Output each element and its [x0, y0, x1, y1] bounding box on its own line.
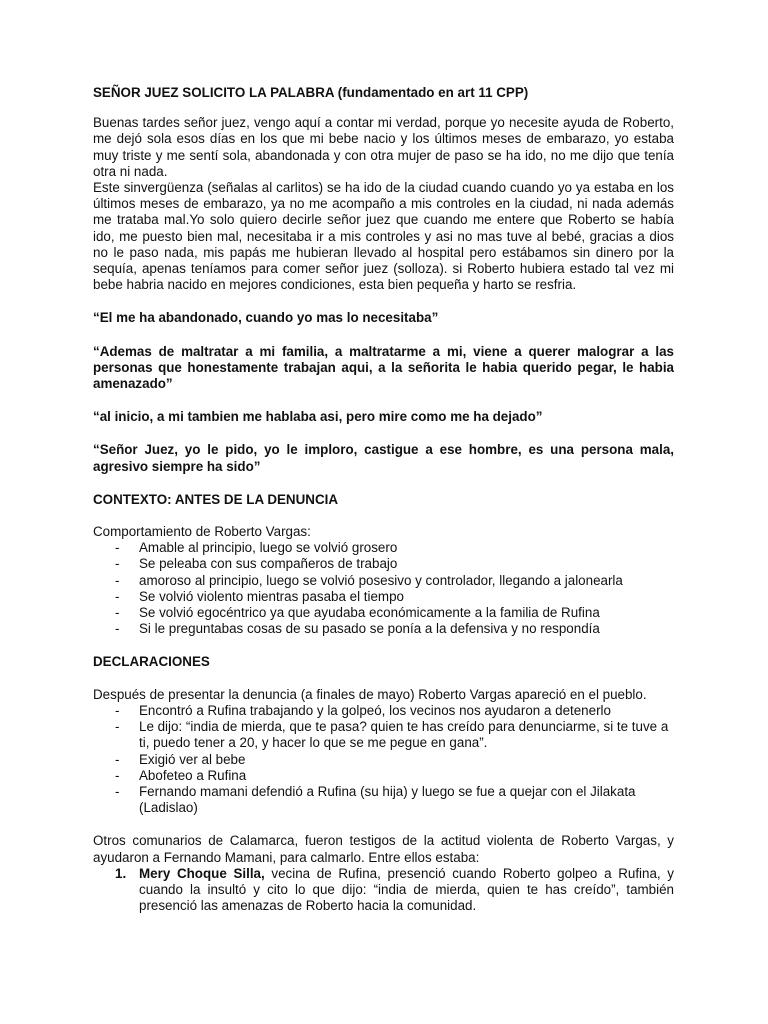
- context-list: [93, 540, 674, 637]
- document-title: SEÑOR JUEZ SOLICITO LA PALABRA (fundamentado en art 11 CPP): [93, 85, 529, 100]
- dash-bullet: -: [115, 540, 120, 556]
- list-item: - Abofeteo a Rufina: [115, 767, 247, 783]
- quote-at-start: “al inicio, a mi tambien me hablaba asi, pero mire como me ha dejado”: [93, 409, 543, 425]
- list-item: - Se volvió egocéntrico ya que ayudaba económicamente a la familia de Rufina: [115, 605, 600, 621]
- declarations-list: [93, 703, 674, 816]
- dash-bullet: -: [115, 767, 120, 783]
- witness-item: [115, 866, 674, 915]
- context-heading: CONTEXTO: ANTES DE LA DENUNCIA: [93, 491, 339, 507]
- dash-bullet: -: [115, 556, 120, 572]
- list-item: - Amable al principio, luego se volvió grosero: [115, 540, 398, 556]
- dash-bullet: -: [115, 572, 120, 588]
- witness-text: vecina de Rufina, presenció cuando Roberto golpeo a Rufina, y cuando la insultó y cito lo que dijo: “india de mierda, quien te has creído”, también presenció las amenazas de Roberto hacia la comunidad.: [139, 865, 675, 914]
- quote-plea: “Señor Juez, yo le pido, yo le imploro, castigue a ese hombre, es una persona mala, agresivo siempre ha sido”: [93, 442, 674, 474]
- list-item: - amoroso al principio, luego se volvió posesivo y controlador, llegando a jalonearla: [115, 572, 623, 588]
- list-item: - Encontró a Rufina trabajando y la golpeó, los vecinos nos ayudaron a detenerlo: [115, 702, 611, 718]
- list-item: - Le dijo: “india de mierda, que te pasa? quien te has creído para denunciarme, si te tuve a ti, puedo tener a 20, y hacer lo que se me pegue en gana”.: [115, 719, 669, 751]
- context-intro: Comportamiento de Roberto Vargas:: [93, 524, 311, 540]
- paragraph-intro: Buenas tardes señor juez, vengo aquí a contar mi verdad, porque yo necesite ayuda de Roberto, me dejó sola esos días en los que mi bebe nacio y los últimos meses de embarazo, yo estaba muy triste y me sentí sola, abandonada y con otra mujer de paso se ha ido, no me dijo que tenía otra ni nada.: [93, 115, 674, 179]
- dash-bullet: -: [115, 719, 120, 735]
- dash-bullet: -: [115, 751, 120, 767]
- list-item: - Exigió ver al bebe: [115, 751, 246, 767]
- list-item: - Se peleaba con sus compañeros de trabajo: [115, 556, 398, 572]
- declarations-heading: DECLARACIONES: [93, 654, 210, 670]
- declarations-intro: Después de presentar la denuncia (a finales de mayo) Roberto Vargas apareció en el pueblo.: [93, 686, 647, 702]
- paragraph-story: Este sinvergüenza (señalas al carlitos) se ha ido de la ciudad cuando cuando yo ya estaba en los últimos meses de embarazo, ya no me acompaño a mis controles en la ciudad, ni nada además me trataba mal.Yo solo quiero decirle señor juez que cuando me entere que Roberto se había ido, me puesto bien mal, necesitaba ir a mis controles y asi no mas tuve al bebé, gracias a dios no le paso nada, mis papás me hubieran llevado al hospital pero estábamos sin dinero por la sequía, apenas teníamos para comer señor juez (solloza). si Roberto hubiera estado tal vez mi bebe habria nacido en mejores condiciones, esta bien pequeña y harto se resfria.: [93, 180, 674, 293]
- list-item: - Fernando mamani defendió a Rufina (su hija) y luego se fue a quejar con el Jilakata (Ladislao): [115, 783, 636, 816]
- witness-number: 1.: [115, 865, 127, 881]
- witness-name: Mery Choque Silla,: [139, 865, 265, 881]
- witnesses-list: [93, 866, 674, 915]
- quote-abandoned: “El me ha abandonado, cuando yo mas lo necesitaba”: [93, 310, 439, 326]
- dash-bullet: -: [115, 621, 120, 637]
- list-item: - Si le preguntabas cosas de su pasado se ponía a la defensiva y no respondía: [115, 621, 600, 637]
- dash-bullet: -: [115, 605, 120, 621]
- quote-mistreat: “Ademas de maltratar a mi familia, a maltratarme a mi, viene a querer malograr a las personas que honestamente trabajan aqui, a la señorita le habia querido pegar, le habia amenazado”: [93, 343, 674, 392]
- dash-bullet: -: [115, 702, 120, 718]
- witnesses-intro: Otros comunarios de Calamarca, fueron testigos de la actitud violenta de Roberto Vargas, y ayudaron a Fernando Mamani, para calmarlo. Entre ellos estaba:: [93, 833, 674, 865]
- dash-bullet: -: [115, 783, 120, 799]
- dash-bullet: -: [115, 588, 120, 604]
- list-item: - Se volvió violento mientras pasaba el tiempo: [115, 588, 404, 604]
